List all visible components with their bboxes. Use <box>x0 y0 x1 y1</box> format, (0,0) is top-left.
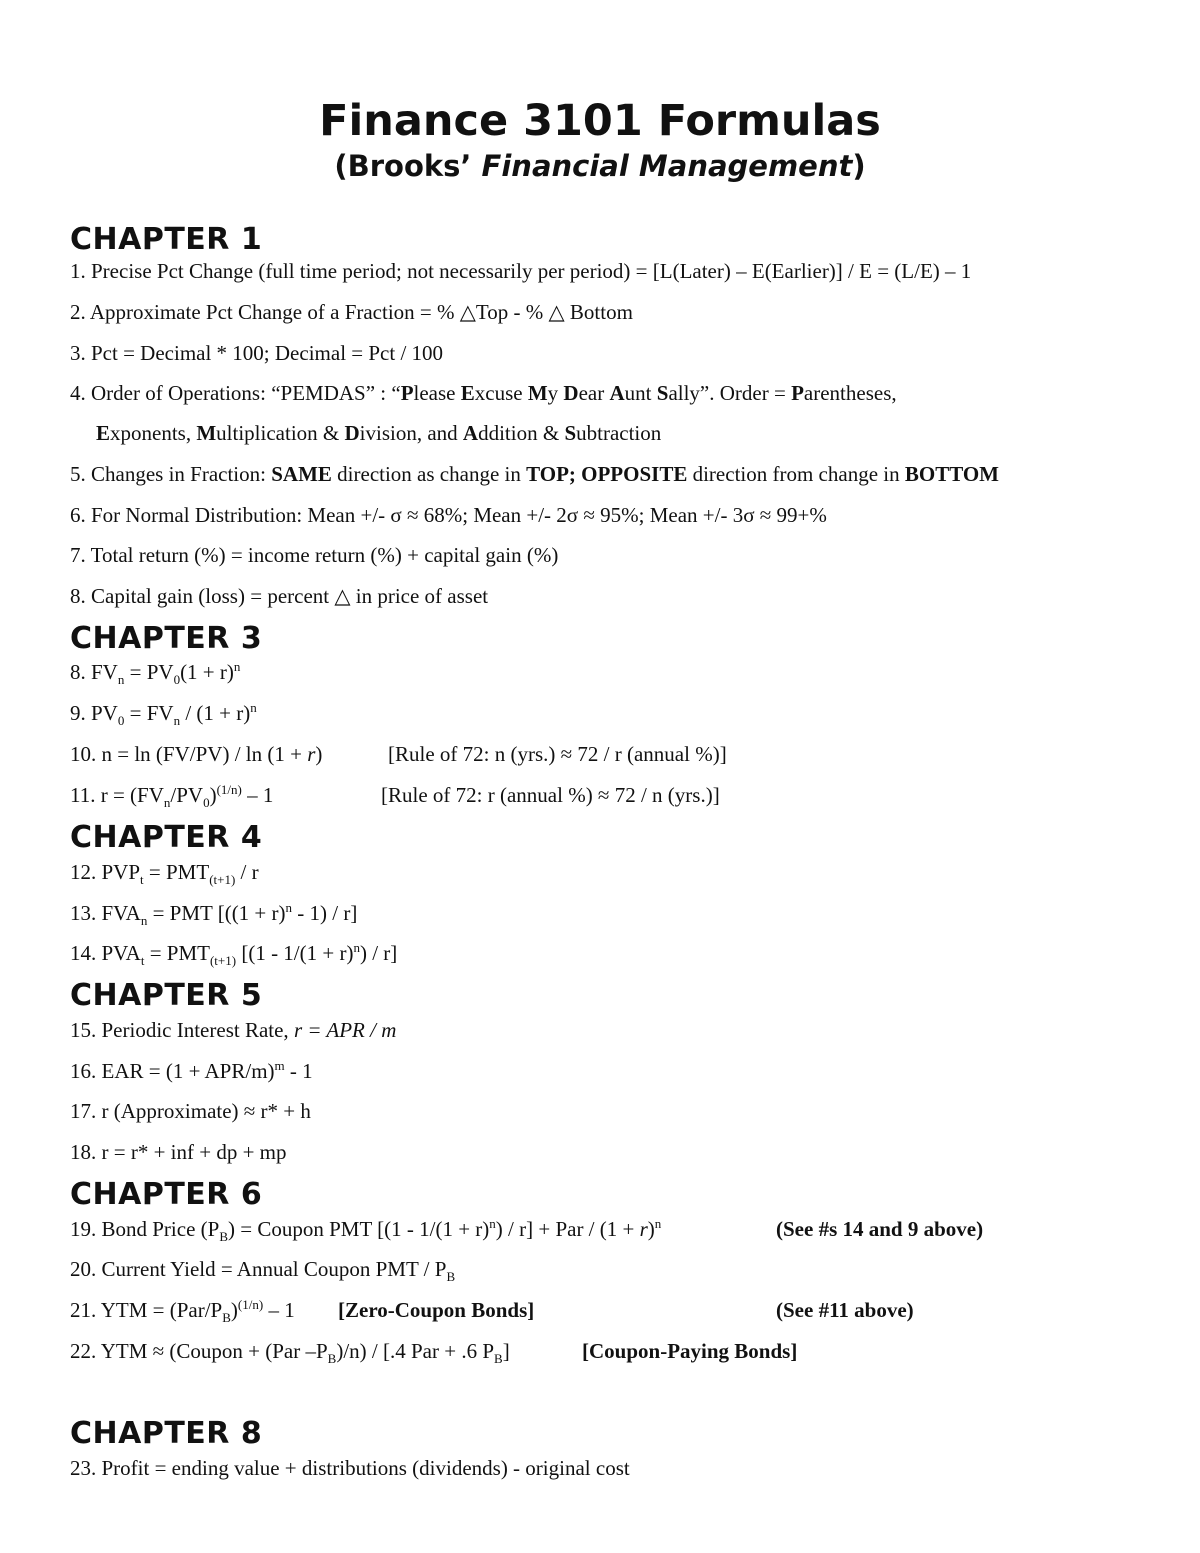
book-title: Financial Management <box>481 149 853 183</box>
formula-22: 22. YTM ≈ (Coupon + (Par $-P_B)/n) / [.4$ Par + .6 $P_B$] <box>70 1339 510 1367</box>
chapter-8-heading: CHAPTER 8 <box>70 1416 263 1451</box>
document-title: Finance 3101 Formulas <box>319 96 881 146</box>
formula-8-future-value: 8. $FV_n = PV_0(1 + r)^n$ <box>70 659 241 688</box>
formula-16: 16. EAR = (1 + APR/$m)^m - 1$ <box>70 1058 313 1083</box>
chapter-6-heading: CHAPTER 6 <box>70 1177 263 1212</box>
formula-11: 11. $r = (FV_n/PV_0)^{(1/n)} - 1$ <box>70 782 274 811</box>
formula-19: 19. Bond Price $(P_B)$ = Coupon PMT $[(1 - 1/(1 + r)^n) / r]$ + Par / $(1 + r)^n$ <box>70 1216 662 1245</box>
formula-23: 23. Profit = ending value + distributions (dividends) - original cost <box>70 1456 630 1480</box>
formula-19-reference: (See #s 14 and 9 above) <box>776 1217 984 1241</box>
formula-21-tag: [Zero-Coupon Bonds] <box>338 1298 535 1322</box>
formula-11-rule-of-72: [Rule of 72: r (annual %) ≈ 72 / n (yrs.)] <box>381 783 720 807</box>
formula-7: 7. Total return (%) = income return (%) + capital gain (%) <box>70 543 559 567</box>
formula-15: 15. Periodic Interest Rate, r = APR / m <box>70 1018 397 1042</box>
formula-5: 5. Changes in Fraction: SAME direction as change in TOP; OPPOSITE direction from change in BOTTOM <box>70 462 999 486</box>
formula-21: 21. YTM = $(Par/P_B)^{(1/n)} - 1$ <box>70 1297 295 1326</box>
formula-8-capital-gain: 8. Capital gain (loss) = percent △ in price of asset <box>70 584 489 608</box>
formula-12: 12. $PVP_t = PMT_{(t+1)} / r$ <box>70 860 259 888</box>
formula-2: 2. Approximate Pct Change of a Fraction = % △Top - % △ Bottom <box>70 300 633 324</box>
formula-10-rule-of-72: [Rule of 72: n (yrs.) ≈ 72 / r (annual %)] <box>388 742 727 766</box>
formula-9: 9. $PV_0 = FV_n / (1 + r)^n$ <box>70 700 257 729</box>
formula-13: 13. $FVA_n$ = PMT $[((1 + r)^n - 1) / r]$ <box>70 900 358 929</box>
chapter-4-heading: CHAPTER 4 <box>70 820 263 855</box>
formula-20: 20. Current Yield = Annual Coupon PMT / $P_B$ <box>70 1257 456 1285</box>
chapter-1-heading: CHAPTER 1 <box>70 222 263 257</box>
formula-10: 10. n = ln (FV/PV) / ln (1 + r) <box>70 742 323 766</box>
formula-1: 1. Precise Pct Change (full time period; not necessarily per period) = [L(Later) – E(Earlier)] / E = (L/E) – 1 <box>70 259 972 283</box>
chapter-3-heading: CHAPTER 3 <box>70 621 263 656</box>
formula-6: 6. For Normal Distribution: Mean +/- σ ≈ 68%; Mean +/- 2σ ≈ 95%; Mean +/- 3σ ≈ 99+% <box>70 503 827 527</box>
formula-22-tag: [Coupon-Paying Bonds] <box>582 1339 798 1363</box>
formula-21-reference: (See #11 above) <box>776 1298 914 1322</box>
formula-4: 4. Order of Operations: “PEMDAS” : “Please Excuse My Dear Aunt Sally”. Order = Parentheses, <box>70 381 897 405</box>
formula-4-continued: Exponents, Multiplication & Division, and Addition & Subtraction <box>96 421 662 445</box>
formula-17: 17. r (Approximate) ≈ r* + h <box>70 1099 311 1123</box>
document-subtitle: (Brooks’ Financial Management) <box>334 149 866 183</box>
chapter-5-heading: CHAPTER 5 <box>70 978 263 1013</box>
formula-14: 14. $PVA_t = PMT_{(t+1)}$ $[(1 - 1/(1 + r)^n) / r]$ <box>70 940 398 969</box>
formula-3: 3. Pct = Decimal * 100; Decimal = Pct / 100 <box>70 341 444 365</box>
formula-18: 18. r = r* + inf + dp + mp <box>70 1140 287 1164</box>
